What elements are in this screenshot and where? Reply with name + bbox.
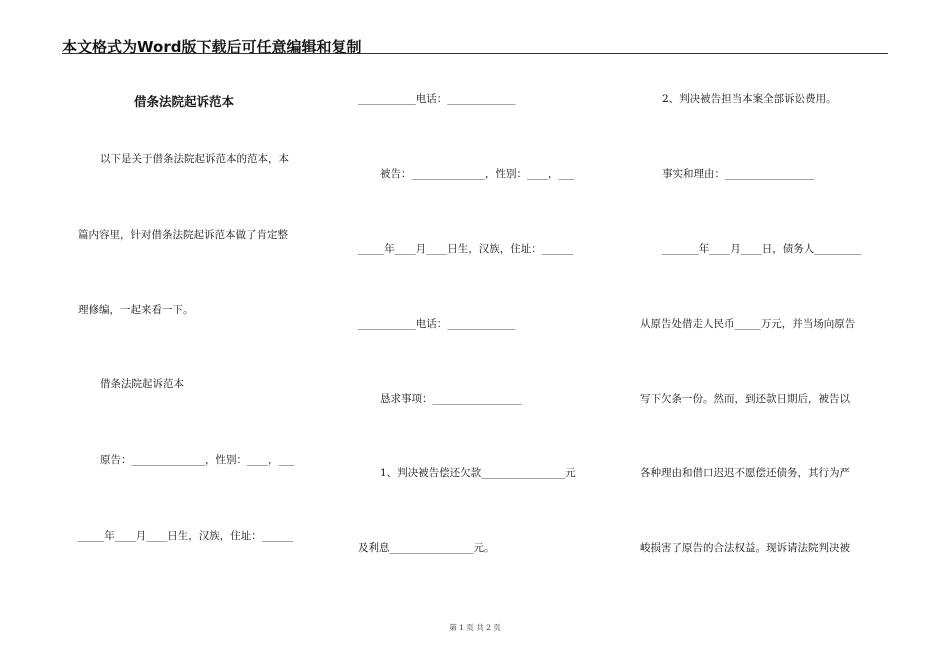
body-line: 各种理由和借口迟迟不愿偿还债务，其行为严 (640, 467, 850, 479)
body-line: 借条法院起诉范本 (100, 378, 184, 390)
body-line: _______年____月____日，债务人_________ (662, 243, 862, 255)
body-line: 从原告处借走人民币_____万元，并当场向原告 (640, 318, 856, 330)
body-line: _____年____月____日生，汉族，住址：______ (78, 530, 294, 542)
document-title: 借条法院起诉范本 (134, 94, 235, 109)
body-line: 及利息________________元。 (358, 542, 495, 554)
body-line: 2、判决被告担当本案全部诉讼费用。 (662, 93, 837, 105)
body-line: 原告：______________，性别：____，___ (100, 454, 295, 466)
body-line: _____年____月____日生，汉族，住址：______ (358, 243, 574, 255)
body-line: 峻损害了原告的合法权益。现诉请法院判决被 (640, 542, 850, 554)
document-header: 本文格式为Word版下载后可任意编辑和复制 (62, 38, 362, 56)
body-line: 理修编，一起来看一下。 (78, 304, 194, 316)
body-line: 被告：______________，性别：____，___ (380, 168, 575, 180)
body-line: 以下是关于借条法院起诉范本的范本，本 (100, 153, 289, 165)
body-line: ___________电话：_____________ (358, 93, 516, 105)
body-line: 篇内容里，针对借条法院起诉范本做了肯定整 (78, 229, 288, 241)
body-line: ___________电话：_____________ (358, 318, 516, 330)
body-line: 事实和理由：_________________ (662, 168, 815, 180)
page-number: 第 1 页 共 2 页 (449, 623, 501, 632)
body-line: 恳求事项：_________________ (380, 393, 522, 405)
body-line: 1、判决被告偿还欠款________________元 (380, 467, 576, 479)
header-divider (62, 53, 888, 54)
body-line: 写下欠条一份。然而，到还款日期后，被告以 (640, 393, 850, 405)
